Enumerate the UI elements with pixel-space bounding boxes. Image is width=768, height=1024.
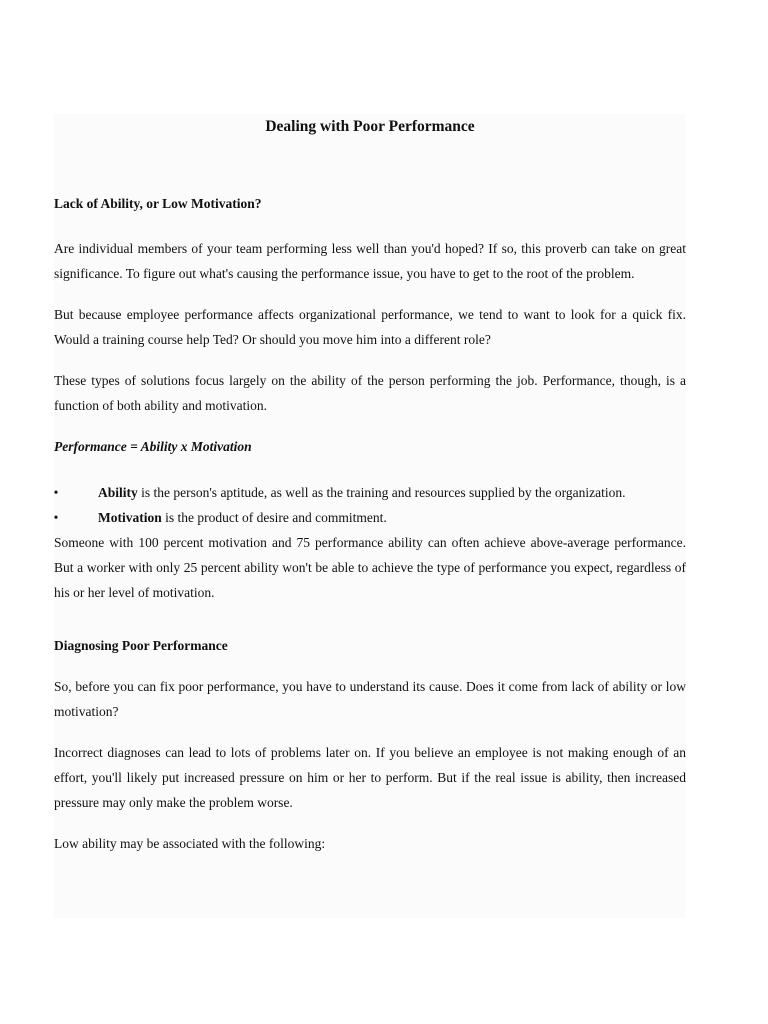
ability-motivation-list bbox=[54, 480, 686, 530]
document-title: Dealing with Poor Performance bbox=[265, 118, 475, 135]
bullet-term: Motivation bbox=[98, 510, 162, 525]
document-body bbox=[54, 114, 686, 918]
section-heading-lack-of-ability: Lack of Ability, or Low Motivation? bbox=[54, 196, 262, 211]
paragraph-incorrect-diagnoses: Incorrect diagnoses can lead to lots of problems later on. If you believe an employee is not making enough of an effort, you'll likely put increased pressure on him or her to perform. But if the real issue is ability, then increased pressure may only make the problem worse. bbox=[54, 745, 686, 810]
paragraph-quick-fix: But because employee performance affects organizational performance, we tend to want to look for a quick fix. Would a training course help Ted? Or should you move him into a different role? bbox=[54, 307, 686, 347]
section-heading-diagnosing: Diagnosing Poor Performance bbox=[54, 638, 228, 653]
performance-formula: Performance = Ability x Motivation bbox=[54, 439, 252, 454]
list-item bbox=[54, 505, 686, 530]
bullet-dot-icon: • bbox=[54, 510, 59, 525]
list-item bbox=[54, 480, 686, 505]
paragraph-solutions-focus: These types of solutions focus largely on the ability of the person performing the job. Performance, though, is a function of both ability and motivation. bbox=[54, 373, 686, 413]
paragraph-understand-cause: So, before you can fix poor performance, you have to understand its cause. Does it come from lack of ability or low motivation? bbox=[54, 679, 686, 719]
paragraph-motivation-percent: Someone with 100 percent motivation and 75 performance ability can often achieve above-average performance. But a worker with only 25 percent ability won't be able to achieve the type of performance you expect, regardless of his or her level of motivation. bbox=[54, 535, 686, 600]
bullet-text: is the product of desire and commitment. bbox=[161, 510, 387, 525]
bullet-text: is the person's aptitude, as well as the training and resources supplied by the organization. bbox=[137, 485, 626, 500]
bullet-dot-icon: • bbox=[54, 485, 59, 500]
paragraph-team-performing: Are individual members of your team performing less well than you'd hoped? If so, this proverb can take on great significance. To figure out what's causing the performance issue, you have to get to the root of the problem. bbox=[54, 241, 686, 281]
paragraph-low-ability: Low ability may be associated with the following: bbox=[54, 836, 326, 851]
bullet-term: Ability bbox=[98, 485, 138, 500]
